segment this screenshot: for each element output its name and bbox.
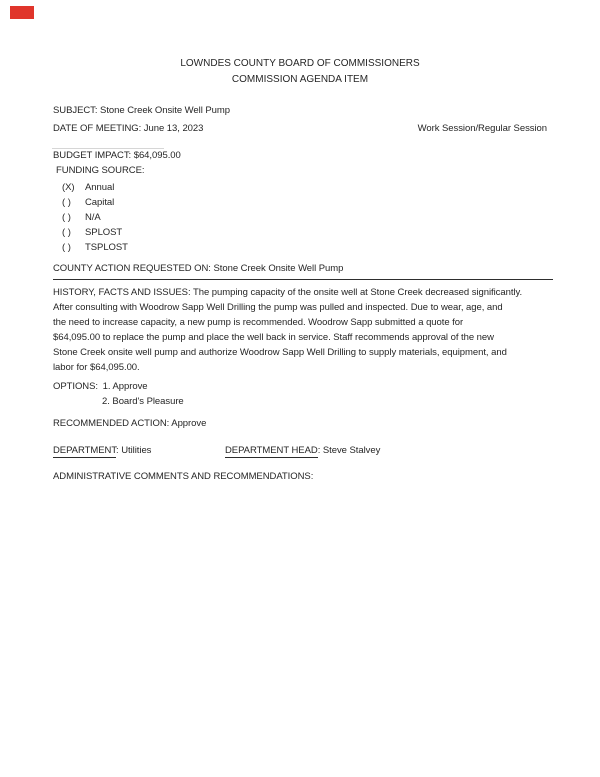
department-head-field [225, 443, 380, 458]
history-facts-issues-paragraph [53, 285, 522, 375]
funding-option-capital [62, 195, 128, 210]
county-action-requested-line: COUNTY ACTION REQUESTED ON: Stone Creek Onsite Well Pump [53, 261, 553, 280]
checkbox-mark-capital: ( ) [62, 197, 71, 208]
options-label: OPTIONS: [53, 381, 98, 392]
history-line: HISTORY, FACTS AND ISSUES: The pumping capacity of the onsite well at Stone Creek decreased significantly. [53, 287, 523, 298]
date-session-row [53, 121, 547, 136]
checkbox-mark-splost: ( ) [62, 227, 71, 238]
history-line: Stone Creek onsite well pump and authorize Woodrow Sapp Well Drilling to supply materials, equipment, and [53, 347, 507, 358]
funding-option-splost [62, 225, 128, 240]
checkbox-mark-tsplost: ( ) [62, 242, 71, 253]
subject-line: SUBJECT: Stone Creek Onsite Well Pump [53, 105, 230, 116]
history-line: After consulting with Woodrow Sapp Well Drilling the pump was pulled and inspected. Due to wear, age, and [53, 302, 503, 313]
budget-impact-line: BUDGET IMPACT: $64,095.00 [53, 150, 181, 161]
administrative-comments-line: ADMINISTRATIVE COMMENTS AND RECOMMENDATIONS: [53, 471, 314, 482]
option-approve: 1. Approve [102, 381, 148, 392]
funding-option-label: N/A [85, 212, 101, 223]
funding-option-na [62, 210, 128, 225]
checkbox-mark-annual: (X) [62, 182, 75, 193]
department-head-value: : Steve Stalvey [317, 445, 381, 456]
department-value: : Utilities [116, 445, 152, 456]
recommended-action-line: RECOMMENDED ACTION: Approve [53, 418, 207, 429]
funding-option-label: SPLOST [85, 227, 123, 238]
department-field [53, 443, 225, 458]
department-label: DEPARTMENT [53, 445, 117, 456]
funding-option-label: Annual [85, 182, 115, 193]
header-org-title: LOWNDES COUNTY BOARD OF COMMISSIONERS [180, 58, 420, 69]
department-head-label: DEPARTMENT HEAD [225, 445, 318, 456]
option-boards-pleasure: 2. Board's Pleasure [102, 396, 184, 407]
document-header [0, 56, 600, 88]
funding-option-label: TSPLOST [85, 242, 128, 253]
red-corner-marker [10, 6, 34, 19]
funding-option-annual [62, 180, 128, 195]
funding-option-label: Capital [85, 197, 115, 208]
history-line: labor for $64,095.00. [53, 362, 140, 373]
options-row [53, 379, 148, 394]
checkbox-mark-na: ( ) [62, 212, 71, 223]
funding-option-tsplost [62, 240, 128, 255]
date-of-meeting: DATE OF MEETING: June 13, 2023 [53, 123, 204, 134]
history-line: $64,095.00 to replace the pump and place the well back in service. Staff recommends approval of the new [53, 332, 494, 343]
funding-source-list [62, 180, 128, 255]
session-type: Work Session/Regular Session [417, 123, 547, 134]
history-line: the need to increase capacity, a new pump is recommended. Woodrow Sapp submitted a quote for [53, 317, 464, 328]
funding-source-label: FUNDING SOURCE: [56, 165, 145, 176]
department-row [53, 443, 380, 458]
header-doc-type: COMMISSION AGENDA ITEM [231, 74, 369, 85]
